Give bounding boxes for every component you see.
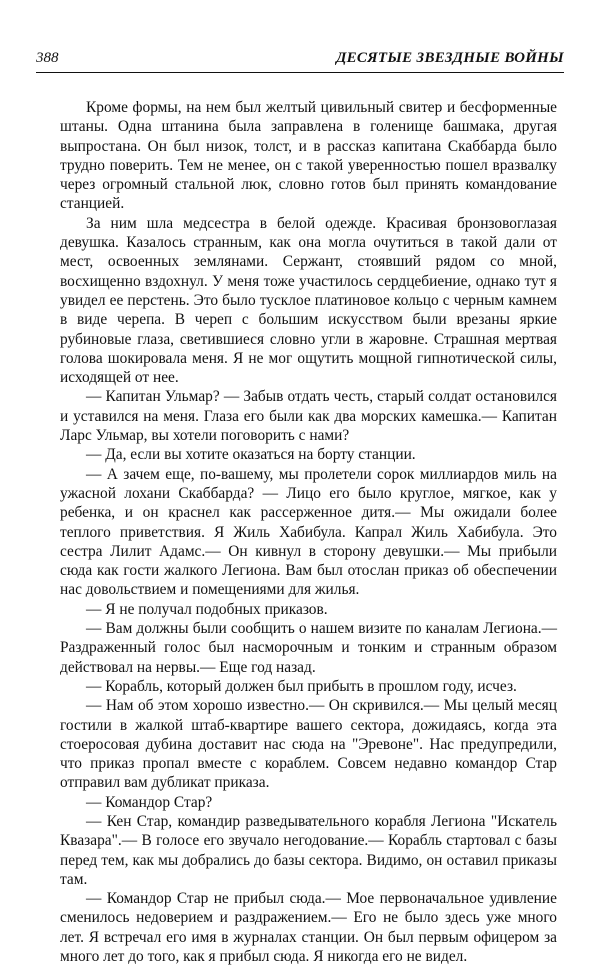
paragraph: За ним шла медсестра в белой одежде. Красивая бронзовоглазая девушка. Казалось странным, как она могла очутиться в такой дали от мест, освоенных землянами. Сержант, стоявший рядом со мной, восхищенно вздохнул. У меня тоже участилось сердцебиение, однако тут я увидел ее перстень. Это было тусклое платиновое кольцо с черным камнем в виде черепа. В череп с большим искусством были врезаны яркие рубиновые глаза, светившиеся словно угли в жаровне. Страшная мертвая голова шокировала меня. Я не мог ощутить мощной гипнотической силы, исходящей от нее. xyxy=(60,214,557,387)
body-text xyxy=(60,98,557,966)
paragraph: — Вам должны были сообщить о нашем визите по каналам Легиона.— Раздраженный голос был насморочным и тонким и странным образом действовал на нервы.— Еще год назад. xyxy=(60,620,557,676)
paragraph: — Я не получал подобных приказов. xyxy=(86,600,328,618)
paragraph: Кроме формы, на нем был желтый цивильный свитер и бесформенные штаны. Одна штанина была заправлена в голенище башмака, другая выпростана. Он был низок, толст, и в рассказ капитана Скаббарда было трудно поверить. Тем не менее, он с такой уверенностью пошел вразвалку через огромный стальной люк, словно готов был принять командование станцией. xyxy=(60,99,557,213)
paragraph: — Командор Стар не прибыл сюда.— Мое первоначальное удивление сменилось недоверием и раздражением.— Его не было здесь уже много лет. Я встречал его имя в журналах станции. Он был первым офицером за много лет до того, как я прибыл сюда. Я никогда его не видел. xyxy=(60,890,557,966)
paragraph: — Кен Стар, командир разведывательного корабля Легиона "Искатель Квазара".— В голосе его звучало негодование.— Корабль стартовал с базы перед тем, как мы добрались до базы сектора. Видимо, он оставил приказы там. xyxy=(60,812,557,888)
paragraph: — А зачем еще, по-вашему, мы пролетели сорок миллиардов миль на ужасной лохани Скаббарда? — Лицо его было круглое, мягкое, как у ребенка, и он краснел как рассерженное дитя.— Мы ожидали более теплого приветствия. Я Жиль Хабибула. Капрал Жиль Хабибула. Это сестра Лилит Адамс.— Он кивнул в сторону девушки.— Мы прибыли сюда как гости жалкого Легиона. Вам был отослан приказ об обеспечении нас довольствием и помещениями для жилья. xyxy=(60,465,557,599)
paragraph: — Командор Стар? xyxy=(86,793,213,811)
paragraph: — Да, если вы хотите оказаться на борту станции. xyxy=(86,446,416,464)
paragraph: — Нам об этом хорошо известно.— Он скривился.— Мы целый месяц гостили в жалкой штаб-квартире вашего сектора, дожидаясь, когда эта стоеросовая дубина доставит нас сюда на "Эревоне". Нас предупредили, что приказ пропал вместе с кораблем. Совсем недавно командор Стар отправил вам дубликат приказа. xyxy=(60,697,557,792)
paragraph: — Капитан Ульмар? — Забыв отдать честь, старый солдат остановился и уставился на меня. Глаза его были как два морских камешка.— Капитан Ларс Ульмар, вы хотели поговорить с нами? xyxy=(60,388,557,445)
running-header xyxy=(36,50,564,73)
running-title: ДЕСЯТЫЕ ЗВЕЗДНЫЕ ВОЙНЫ xyxy=(336,50,564,66)
paragraph: — Корабль, который должен был прибыть в прошлом году, исчез. xyxy=(86,677,517,695)
page-number: 388 xyxy=(36,50,59,66)
